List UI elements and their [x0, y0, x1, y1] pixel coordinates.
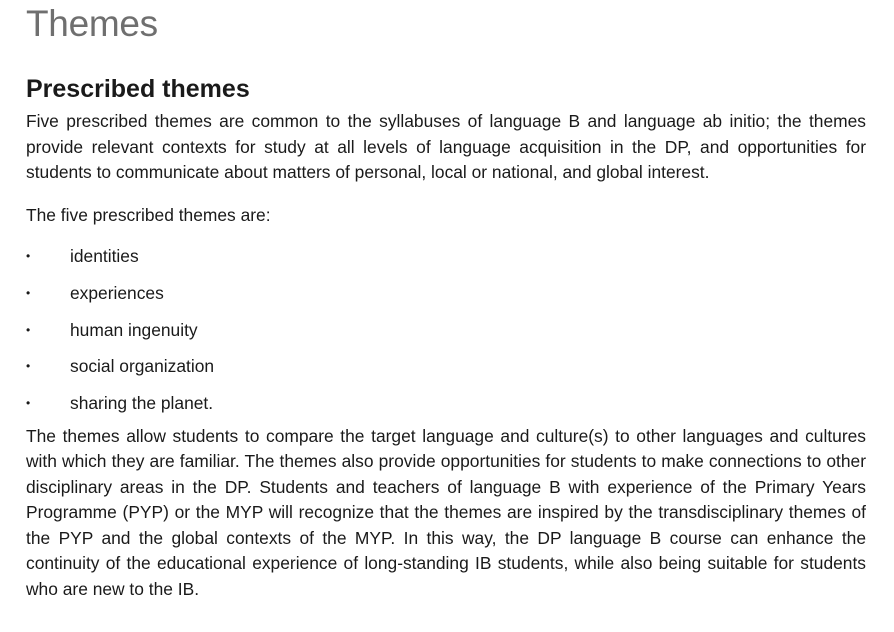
- bullet-icon: •: [26, 359, 31, 374]
- list-item: [26, 318, 866, 343]
- intro-paragraph: Five prescribed themes are common to the syllabuses of language B and language ab initio; the themes provide relevant contexts for study at all levels of language acquisition in the DP, and opportunities for students to communicate about matters of personal, local or national, and global interest.: [26, 111, 866, 182]
- theme-label: sharing the planet.: [70, 393, 214, 414]
- closing-paragraph: The themes allow students to compare the target language and culture(s) to other languages and cultures with which they are familiar. The themes also provide opportunities for students to make connections to other disciplinary areas in the DP. Students and teachers of language B with experience of the Primary Years Programme (PYP) or the MYP will recognize that the themes are inspired by the transdisciplinary themes of the PYP and the global contexts of the MYP. In this way, the DP language B course can enhance the continuity of the educational experience of long-standing IB students, while also being suitable for students who are new to the IB.: [26, 425, 866, 599]
- theme-label: identities: [70, 246, 139, 266]
- theme-label: experiences: [70, 282, 164, 303]
- section-title: Themes: [26, 3, 158, 44]
- list-item: [26, 391, 866, 416]
- list-item: [26, 281, 866, 306]
- theme-label: social organization: [70, 356, 215, 377]
- list-item: [26, 244, 866, 269]
- themes-lead-paragraph: The five prescribed themes are:: [26, 204, 271, 225]
- document-page: [26, 0, 866, 602]
- bullet-icon: •: [26, 322, 31, 337]
- bullet-icon: •: [26, 249, 31, 263]
- theme-label: human ingenuity: [70, 319, 198, 340]
- bullet-icon: •: [26, 396, 31, 411]
- subsection-title: Prescribed themes: [26, 75, 250, 103]
- themes-list: [26, 244, 866, 416]
- bullet-icon: •: [26, 285, 31, 300]
- list-item: [26, 354, 866, 379]
